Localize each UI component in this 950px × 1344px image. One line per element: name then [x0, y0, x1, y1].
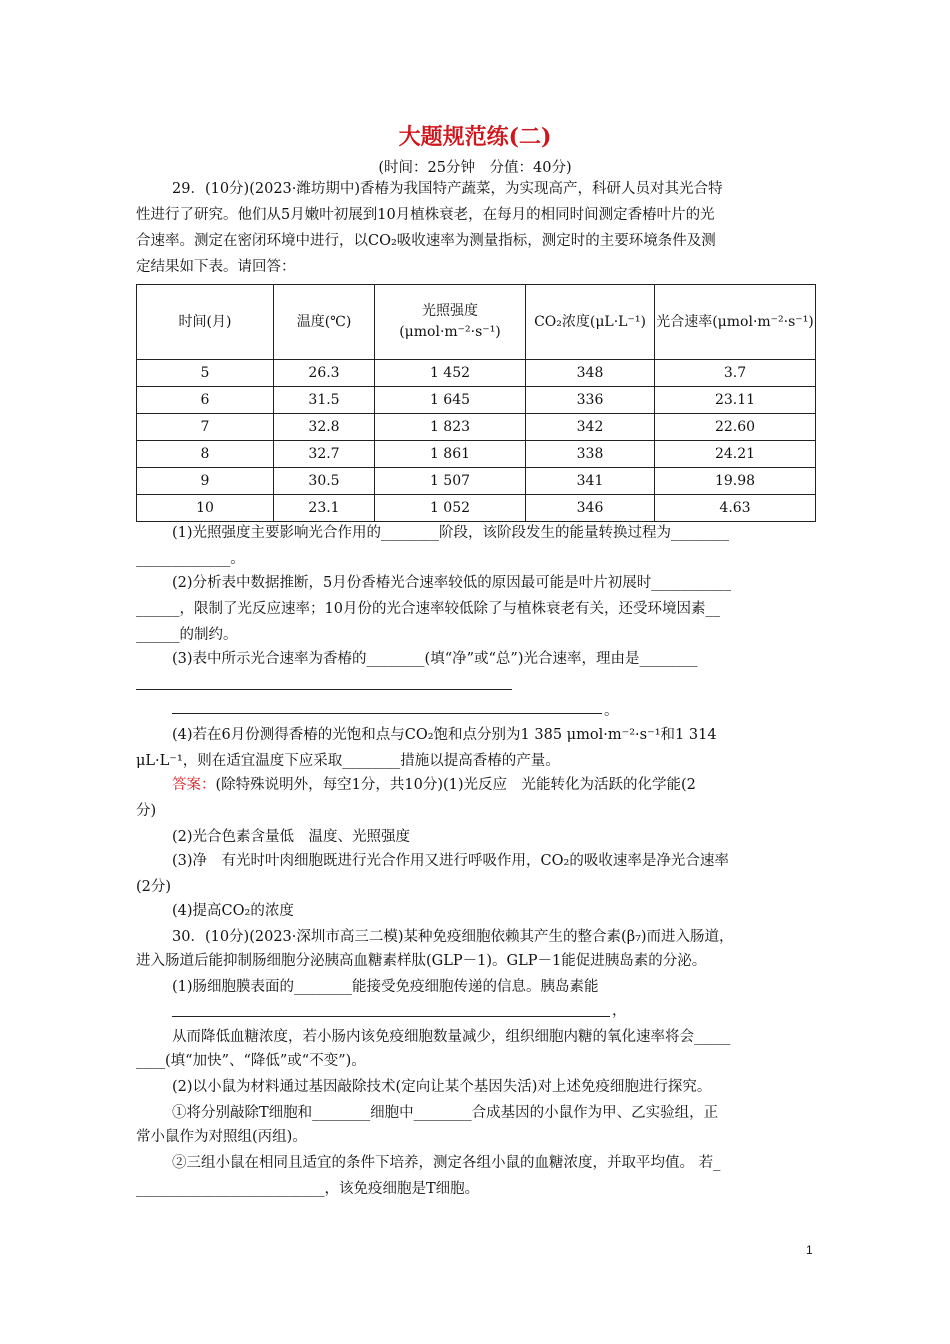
table-header: 光合速率(μmol·m⁻²·s⁻¹)	[655, 285, 816, 360]
table-cell: 3.7	[655, 360, 816, 387]
table-row	[137, 414, 816, 441]
q29-part4-line: μL·L⁻¹，则在适宜温度下应采取________措施以提高香椿的产量。	[136, 753, 560, 769]
q29-intro-line: 性进行了研究。他们从5月嫩叶初展到10月植株衰老，在每月的相同时间测定香椿叶片的光	[136, 207, 715, 223]
q29-part1-line: _____________。	[136, 551, 245, 567]
q30-part2-line: (2)以小鼠为材料通过基因敲除技术(定向让某个基因失活)对上述免疫细胞进行探究。	[172, 1079, 712, 1095]
table-row	[137, 360, 816, 387]
table-header: 时间(月)	[137, 285, 274, 360]
table-cell: 1 452	[375, 360, 526, 387]
q29-part2-line: (2)分析表中数据推断，5月份香椿光合速率较低的原因最可能是叶片初展时___________	[172, 575, 732, 591]
table-row	[137, 441, 816, 468]
table-cell: 9	[137, 468, 274, 495]
q30-intro-line: 30．(10分)(2023·深圳市高三二模)某种免疫细胞依赖其产生的整合素(β₇)而进入肠道，	[172, 929, 734, 945]
q30-part1-line: (1)肠细胞膜表面的________能接受免疫细胞传递的信息。胰岛素能	[172, 979, 599, 995]
table-header: 温度(℃)	[274, 285, 375, 360]
q29-intro-line: 29．(10分)(2023·潍坊期中)香椿为我国特产蔬菜，为实现高产，科研人员对其光合特	[172, 181, 723, 197]
q30-step2-line: ②三组小鼠在相同且适宜的条件下培养，测定各组小鼠的血糖浓度，并取平均值。 若_	[172, 1155, 721, 1171]
q29-intro-line: 定结果如下表。请回答：	[136, 259, 296, 275]
table-header-row	[137, 285, 816, 360]
table-row	[137, 495, 816, 522]
page-number: 1	[806, 1243, 813, 1257]
table-cell: 1 645	[375, 387, 526, 414]
q29-answer-line: (2分)	[136, 879, 172, 895]
table-cell: 31.5	[274, 387, 375, 414]
q29-part4-line: (4)若在6月份测得香椿的光饱和点与CO₂饱和点分别为1 385 μmol·m⁻²·s⁻¹和1 314	[172, 727, 717, 743]
table-cell: 23.11	[655, 387, 816, 414]
answer-label: 答案：	[172, 777, 216, 793]
table-cell: 6	[137, 387, 274, 414]
q30-part1-comma: ，	[612, 1003, 627, 1019]
table-cell: 1 861	[375, 441, 526, 468]
q30-step1-line: ①将分别敲除T细胞和________细胞中________合成基因的小鼠作为甲、乙实验组，正	[172, 1105, 719, 1121]
table-cell: 32.8	[274, 414, 375, 441]
table-cell: 338	[526, 441, 655, 468]
answer-blank-line	[172, 1016, 610, 1017]
table-cell: 348	[526, 360, 655, 387]
page-title: 大题规范练(二)	[398, 124, 552, 150]
table-header: 光照强度(μmol·m⁻²·s⁻¹)	[375, 285, 526, 360]
q30-intro-line: 进入肠道后能抑制肠细胞分泌胰高血糖素样肽(GLP－1)。GLP－1能促进胰岛素的分泌。	[136, 953, 707, 969]
table-cell: 1 823	[375, 414, 526, 441]
q29-part3-end: 。	[604, 703, 619, 719]
q29-answer-line: (2)光合色素含量低 温度、光照强度	[172, 829, 411, 845]
q29-answer-line: (3)净 有光时叶肉细胞既进行光合作用又进行呼吸作用，CO₂的吸收速率是净光合速率	[172, 853, 729, 869]
time-score-info: (时间：25分钟 分值：40分)	[378, 160, 572, 176]
table-cell: 26.3	[274, 360, 375, 387]
table-cell: 10	[137, 495, 274, 522]
q29-answer-line: 分)	[136, 803, 157, 819]
q29-part1-line: (1)光照强度主要影响光合作用的________阶段，该阶段发生的能量转换过程为________	[172, 525, 730, 541]
table-cell: 346	[526, 495, 655, 522]
table-cell: 30.5	[274, 468, 375, 495]
table-cell: 23.1	[274, 495, 375, 522]
table-cell: 7	[137, 414, 274, 441]
q29-part2-line: ______，限制了光反应速率；10月份的光合速率较低除了与植株衰老有关，还受环境因素__	[136, 601, 720, 617]
answer-blank-line	[136, 689, 512, 690]
q29-part3-line: (3)表中所示光合速率为香椿的________(填“净”或“总”)光合速率，理由是________	[172, 651, 698, 667]
table-header: CO₂浓度(μL·L⁻¹)	[526, 285, 655, 360]
table-cell: 5	[137, 360, 274, 387]
table-cell: 1 052	[375, 495, 526, 522]
q29-answer-line: (4)提高CO₂的浓度	[172, 903, 294, 919]
table-cell: 342	[526, 414, 655, 441]
q30-part1-line: 从而降低血糖浓度，若小肠内该免疫细胞数量减少，组织细胞内糖的氧化速率将会_____	[172, 1029, 731, 1045]
table-cell: 19.98	[655, 468, 816, 495]
table-cell: 8	[137, 441, 274, 468]
answer-text: (除特殊说明外，每空1分，共10分)(1)光反应 光能转化为活跃的化学能(2	[215, 777, 696, 793]
q30-part1-line: ____(填“加快”、“降低”或“不变”)。	[136, 1053, 366, 1069]
q29-answer-line	[172, 774, 816, 796]
q29-intro-line: 合速率。测定在密闭环境中进行，以CO₂吸收速率为测量指标，测定时的主要环境条件及测	[136, 233, 716, 249]
table-cell: 336	[526, 387, 655, 414]
data-table	[136, 284, 816, 522]
table-row	[137, 387, 816, 414]
table-cell: 22.60	[655, 414, 816, 441]
table-cell: 341	[526, 468, 655, 495]
answer-blank-line	[172, 713, 602, 714]
table-cell: 1 507	[375, 468, 526, 495]
q30-step1-line: 常小鼠作为对照组(丙组)。	[136, 1129, 307, 1145]
q30-step2-line: __________________________，该免疫细胞是T细胞。	[136, 1181, 480, 1197]
table-row	[137, 468, 816, 495]
table-cell: 24.21	[655, 441, 816, 468]
table-cell: 4.63	[655, 495, 816, 522]
table-cell: 32.7	[274, 441, 375, 468]
q29-part2-line: ______的制约。	[136, 627, 238, 643]
